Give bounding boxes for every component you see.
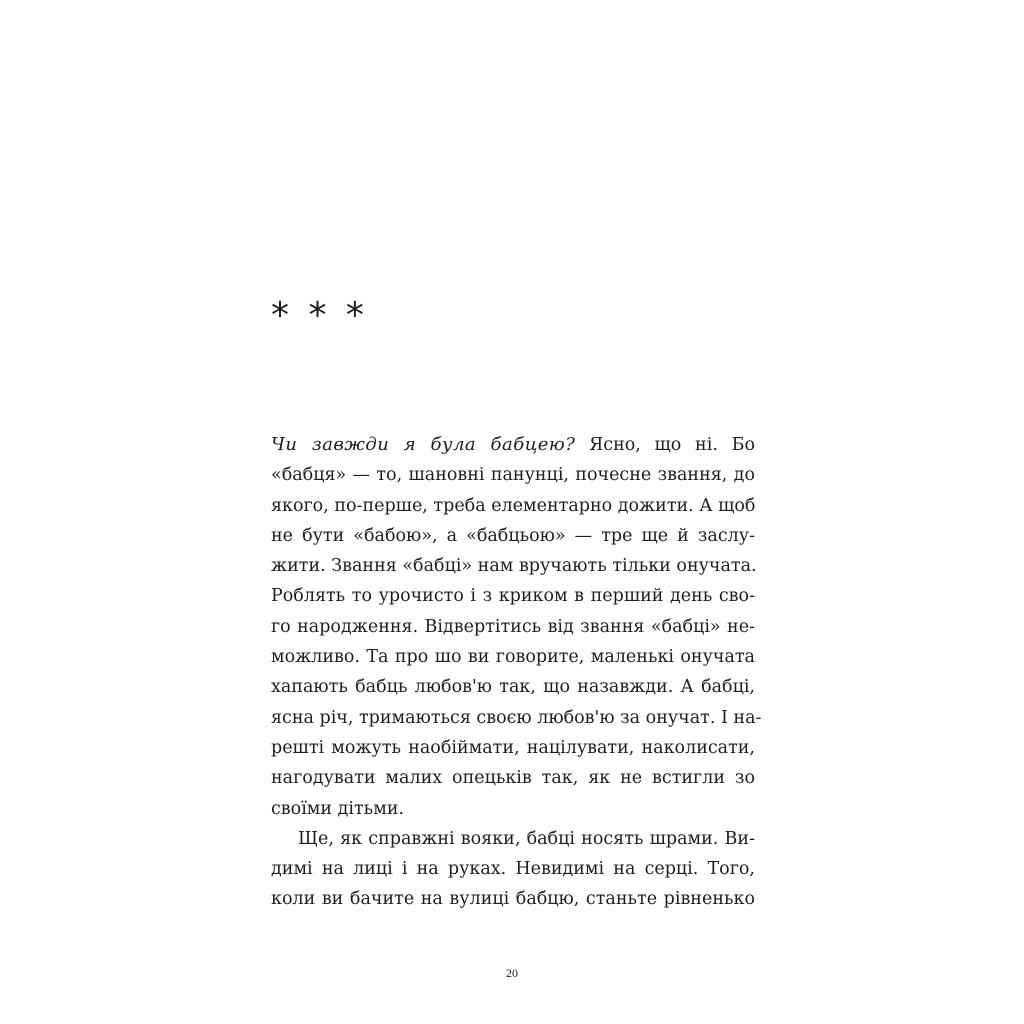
text-line: «бабця» — то, шановні панунці, почесне звання, до [271, 465, 755, 486]
text-line: не бути «бабою», а «бабцьою» — тре ще й заслу- [271, 525, 755, 546]
text-line: хапають бабць любов'ю так, що назавжди. А бабці, [271, 677, 755, 698]
section-separator: * * * [271, 295, 368, 336]
text-line: коли ви бачите на вулиці бабцю, станьте рівненько [271, 889, 755, 910]
line-text: Ясно, що ні. Бо [575, 435, 755, 455]
text-line: ясна річ, тримаються своєю любов'ю за онучат. І на- [271, 707, 762, 728]
text-line: Роблять то урочисто і з криком в перший день сво- [271, 586, 755, 607]
text-line: своїми дітьми. [271, 798, 405, 819]
text-line: якого, по-перше, треба елементарно дожити. А щоб [271, 495, 756, 516]
script-lead: Чи завжди я була бабцею? [271, 434, 576, 455]
page-number: 20 [506, 966, 518, 980]
text-line: решті можуть наобіймати, націлувати, наколисати, [271, 737, 755, 758]
text-line: можливо. Та про шо ви говорите, маленькі онучата [271, 647, 755, 668]
text-line: димі на лиці і на руках. Невидимі на серці. Того, [271, 859, 755, 880]
body-text [271, 430, 762, 915]
text-line: Ще, як справжні вояки, бабці носять шрами. Ви- [298, 828, 755, 849]
text-line: го народження. Відвертітись від звання «бабці» не- [271, 616, 755, 637]
text-line [271, 430, 755, 460]
text-line: нагодувати малих опецьків так, як не встигли зо [271, 768, 755, 789]
text-line: жити. Звання «бабці» нам вручають тільки онучата. [271, 556, 757, 577]
